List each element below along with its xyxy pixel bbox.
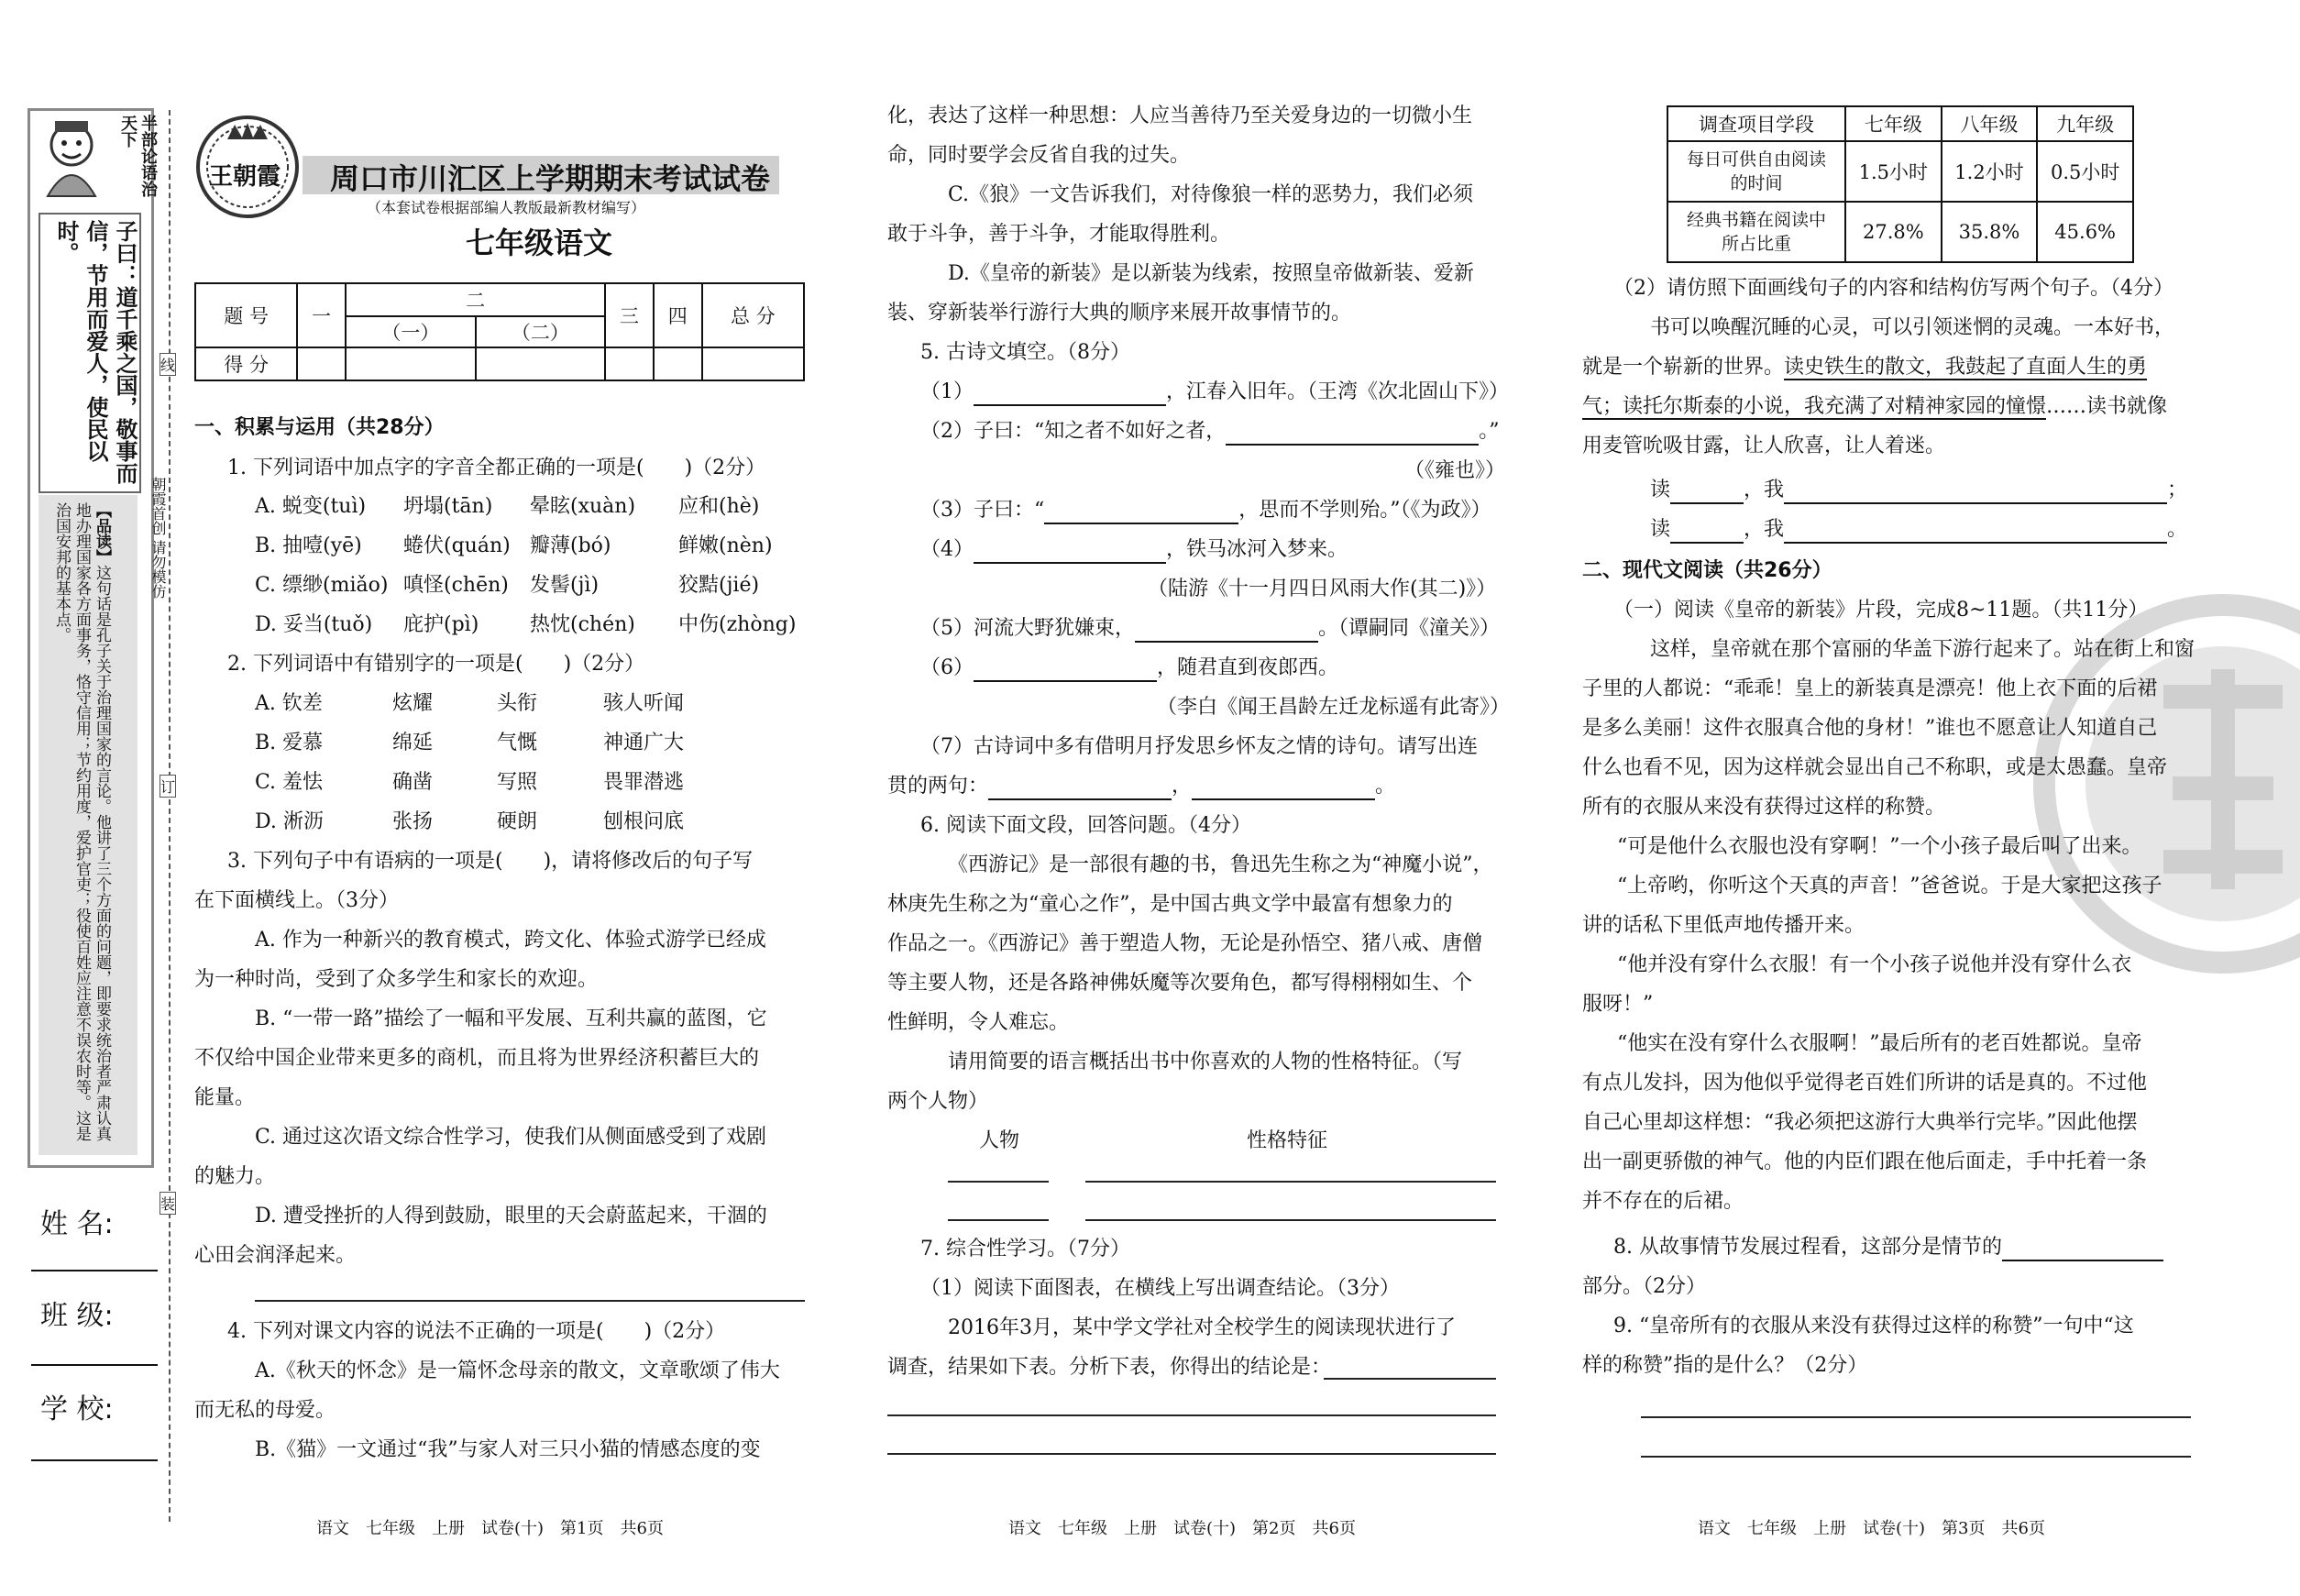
q3-a1: A. 作为一种新兴的教育模式，跨文化、体验式游学已经成	[255, 929, 766, 952]
story-s2: 子里的人都说：“乖乖！皇上的新装真是漂亮！他上衣下面的后裙	[1582, 677, 2158, 700]
imit-wo-1: ，我	[1744, 479, 1785, 501]
q7-desc1: 2016年3月，某中学文学社对全校学生的阅读现状进行了	[948, 1316, 1456, 1339]
q6-r2: 林庚先生称之为“童心之作”，是中国古典文学中最富有想象力的	[887, 893, 1453, 916]
c2-l4: 敢于斗争，善于斗争，才能取得胜利。	[887, 223, 1231, 246]
q1-opt-d3: 热忱(chén)	[530, 613, 635, 636]
survey-row-label: 每日可供自由阅读的时间	[1667, 141, 1845, 202]
q8-cont: 部分。（2分）	[1582, 1275, 1706, 1298]
survey-table	[1667, 105, 2134, 263]
fold-line	[169, 110, 171, 1522]
q2-opt-a4: 骇人听闻	[603, 692, 685, 715]
q5-6-source: （李白《闻王昌龄左迁龙标遥有此寄》）	[1157, 696, 1511, 719]
q3-cont: 在下面横线上。（3分）	[194, 889, 399, 912]
school-field[interactable]	[31, 1459, 158, 1461]
q2-opt-b4: 神通广大	[603, 732, 685, 754]
survey-head-g9: 九年级	[2037, 106, 2133, 141]
survey-cell: 0.5小时	[2037, 141, 2133, 202]
q6: 6. 阅读下面文段，回答问题。（4分）	[920, 814, 1251, 837]
quote-main: 子曰：道千乘之国，敬事而信，节用而爱人，使民以时。	[53, 220, 138, 484]
score-row-label: 得 分	[195, 347, 297, 380]
survey-cell: 1.5小时	[1845, 141, 1942, 202]
score-head-1: 一	[297, 283, 346, 347]
section-1-heading: 一、积累与运用（共28分）	[194, 416, 445, 439]
q5-2-end: 。”	[1479, 420, 1500, 443]
q7-desc2: 调查，结果如下表。分析下表，你得出的结论是：	[887, 1356, 1332, 1379]
q3: 3. 下列句子中有语病的一项是( )，请将修改后的句子写	[227, 850, 754, 873]
q5-7b: 贯的两句： ， 。	[887, 773, 1395, 800]
q5-7: （7）古诗词中多有借明月抒发思乡怀友之情的诗句。请写出连	[920, 735, 1478, 758]
motto-small: 半部论语治天下	[118, 115, 158, 197]
q6-col-trait: 性格特征	[1247, 1129, 1328, 1152]
imitation-blank-2b[interactable]	[1784, 522, 2167, 544]
q8	[1613, 1234, 2163, 1261]
score-head-3: 三	[605, 283, 654, 347]
score-head-2: 二	[346, 283, 605, 316]
q1-opt-d1: D. 妥当(tuǒ)	[255, 613, 373, 636]
q5-6-blank[interactable]	[974, 660, 1157, 682]
q3-b3: 能量。	[194, 1086, 256, 1109]
q5-7b-text: 贯的两句：	[887, 775, 989, 798]
score-cell[interactable]	[605, 347, 654, 380]
part1-heading: （一）阅读《皇帝的新装》片段，完成8~11题。（共11分）	[1613, 599, 2149, 622]
c3-t1: 书可以唤醒沉睡的心灵，可以引领迷惘的灵魂。一本好书，	[1650, 316, 2175, 339]
q4-a2: 而无私的母爱。	[194, 1399, 336, 1422]
q4-a1: A.《秋天的怀念》是一篇怀念母亲的散文，文章歌颂了伟大	[255, 1359, 780, 1382]
class-field[interactable]	[31, 1364, 158, 1366]
c2-l1: 化，表达了这样一种思想：人应当善待乃至关爱身边的一切微小生	[887, 105, 1473, 127]
q5-6	[920, 655, 1338, 682]
imit-dot: 。	[2167, 518, 2188, 541]
q9-cont: 样的称赞”指的是什么？（2分）	[1582, 1354, 1868, 1377]
score-cell[interactable]	[297, 347, 346, 380]
pindu-text	[51, 502, 112, 1144]
q1-opt-c4: 狡黠(jié)	[678, 574, 760, 597]
q1-opt-a4: 应和(hè)	[678, 495, 760, 518]
score-sub-1: （一）	[346, 316, 476, 347]
q8-blank[interactable]	[2002, 1239, 2163, 1261]
q1-opt-d4: 中伤(zhòng)	[678, 613, 797, 636]
survey-row-label: 经典书籍在阅读中所占比重	[1667, 202, 1845, 262]
survey-head-g8: 八年级	[1942, 106, 2038, 141]
q5-5	[920, 615, 1500, 643]
q2-opt-c1: C. 羞怯	[255, 771, 324, 794]
q6-col-person: 人物	[979, 1129, 1020, 1152]
q5-2-source: （《雍也》）	[1404, 459, 1506, 482]
exam-title: 周口市川汇区上学期期末考试试卷	[330, 161, 771, 196]
c3-t2b: 读史铁生的散文，我鼓起了直面人生的勇	[1784, 356, 2148, 379]
q7-2: （2）请仿照下面画线句子的内容和结构仿写两个句子。（4分）	[1613, 277, 2173, 300]
survey-head-g7: 七年级	[1845, 106, 1942, 141]
c3-t4: 用麦管吮吸甘露，让人欣喜，让人着迷。	[1582, 435, 1946, 457]
logo-text: 王朝霞	[209, 163, 281, 191]
q5-2-text: （2）子曰：“知之者不如好之者，	[920, 420, 1227, 443]
footer-page-2: 语文 七年级 上册 试卷(十) 第2页 共6页	[1008, 1519, 1356, 1538]
pindu-body: 这句话是孔子关于治理国家的言论。他讲了三个方面的问题，即要求统治者严肃认真地办理国家各方面事务，恪守信用；节约用度，爱护官吏；役使百姓应注意不误农时等。这是治国安邦的基本点。	[52, 502, 111, 1141]
q7-answer-line-2[interactable]	[887, 1453, 1496, 1455]
q1-opt-b3: 瓣薄(bó)	[530, 534, 611, 557]
q5-5-end: 。（谭嗣同《潼关》）	[1318, 617, 1501, 640]
q2-opt-a2: 炫耀	[392, 692, 434, 715]
q2-opt-b3: 气慨	[497, 732, 538, 754]
q3-c1: C. 通过这次语文综合性学习，使我们从侧面感受到了戏剧	[255, 1126, 767, 1149]
story-s12: 有点儿发抖，因为他似乎觉得老百姓们所讲的话是真的。不过他	[1582, 1072, 2148, 1095]
confucius-avatar	[35, 117, 108, 202]
imitation-blank-1b[interactable]	[1784, 482, 2167, 504]
fold-mark-1: 线	[160, 353, 176, 376]
footer-page-3: 语文 七年级 上册 试卷(十) 第3页 共6页	[1698, 1519, 2045, 1538]
q7-answer-line-1[interactable]	[887, 1414, 1496, 1416]
q5-5-blank[interactable]	[1135, 621, 1318, 643]
q1-opt-a1: A. 蜕变(tuì)	[255, 495, 367, 518]
survey-cell: 1.2小时	[1942, 141, 2038, 202]
q2-opt-b2: 绵延	[392, 732, 434, 754]
story-s3: 是多么美丽！这件衣服真合他的身材！”谁也不愿意让人知道自己	[1582, 717, 2158, 740]
q1-opt-c2: 嗔怪(chēn)	[403, 574, 509, 597]
q2-opt-c4: 畏罪潜逃	[603, 771, 685, 794]
footer-page-1: 语文 七年级 上册 试卷(十) 第1页 共6页	[316, 1519, 664, 1538]
c3-t2a: 就是一个崭新的世界。	[1582, 356, 1785, 379]
score-head-num: 题 号	[195, 283, 297, 347]
q5-1-num: （1）	[920, 380, 974, 403]
q3-answer-line[interactable]	[255, 1300, 805, 1302]
q5-2	[920, 418, 1500, 446]
story-s15: 并不存在的后裙。	[1582, 1190, 1744, 1213]
exam-note: （本套试卷根据部编人教版最新教材编写）	[367, 199, 646, 216]
c3-t3b: ……读书就像	[2046, 395, 2168, 418]
q6-r3: 作品之一。《西游记》善于塑造人物，无论是孙悟空、猪八戒、唐僧	[887, 932, 1483, 955]
imitation-blank-2a[interactable]	[1670, 522, 1744, 544]
q5-3	[920, 497, 1491, 524]
q1-opt-d2: 庇护(pì)	[403, 613, 479, 636]
q6-answer-person-1[interactable]	[948, 1181, 1049, 1183]
q5-1-text: ，江春入旧年。（王湾《次北固山下》）	[1166, 380, 1510, 403]
q6-r6: 请用简要的语言概括出书中你喜欢的人物的性格特征。（写	[948, 1051, 1463, 1073]
q2-opt-b1: B. 爱慕	[255, 732, 324, 754]
imit-du-1: 读	[1650, 479, 1671, 501]
q3-b2: 不仅给中国企业带来更多的商机，而且将为世界经济积蓄巨大的	[194, 1047, 760, 1070]
q8-text: 8. 从故事情节发展过程看，这部分是情节的	[1613, 1236, 2002, 1259]
imit-semi: ；	[2167, 479, 2188, 501]
q1-opt-b4: 鲜嫩(nèn)	[678, 534, 773, 557]
q5-4	[920, 536, 1348, 564]
story-s6: “可是他什么衣服也没有穿啊！”一个小孩子最后叫了出来。	[1617, 835, 2142, 858]
survey-head-item: 调查项目学段	[1667, 106, 1845, 141]
school-label: 学 校:	[40, 1393, 114, 1425]
q6-answer-person-2[interactable]	[948, 1219, 1049, 1221]
q9: 9. “皇帝所有的衣服从来没有获得过这样的称赞”一句中“这	[1613, 1315, 2134, 1337]
class-label: 班 级:	[40, 1300, 114, 1332]
story-s9: “他并没有穿什么衣服！有一个小孩子说他并没有穿什么衣	[1617, 953, 2132, 976]
q3-d1: D. 遭受挫折的人得到鼓励，眼里的天会蔚蓝起来，干涸的	[255, 1205, 767, 1227]
score-cell[interactable]	[346, 347, 476, 380]
story-s10: 服呀！”	[1582, 993, 1654, 1016]
q5-4-blank[interactable]	[974, 542, 1166, 564]
q3-d2: 心田会润泽起来。	[194, 1244, 357, 1267]
fold-mark-3: 装	[160, 1192, 176, 1215]
score-cell[interactable]	[702, 347, 804, 380]
q5-3-text: （3）子曰：“	[920, 499, 1045, 522]
q1-opt-a2: 坍塌(tān)	[403, 495, 493, 518]
score-cell[interactable]	[654, 347, 702, 380]
name-field[interactable]	[31, 1270, 158, 1271]
story-s13: 自己心里却这样想：“我必须把这游行大典举行完毕。”因此他摆	[1582, 1111, 2138, 1134]
imitation-2	[1650, 516, 2187, 544]
q6-r4: 等主要人物，还是各路神佛妖魔等次要角色，都写得栩栩如生、个	[887, 972, 1473, 995]
q5-7-blank2[interactable]	[1192, 778, 1375, 800]
q5-1-blank[interactable]	[974, 384, 1166, 406]
survey-cell: 45.6%	[2037, 202, 2133, 262]
score-table	[194, 282, 805, 381]
imit-wo-2: ，我	[1744, 518, 1785, 541]
survey-cell: 35.8%	[1942, 202, 2038, 262]
q5-2-blank[interactable]	[1226, 424, 1479, 446]
q6-answer-trait-2[interactable]	[1085, 1219, 1496, 1221]
c2-l5: D.《皇帝的新装》是以新装为线索，按照皇帝做新装、爱新	[948, 262, 1474, 285]
q9-answer-line-2[interactable]	[1641, 1456, 2191, 1458]
q2-opt-d2: 张扬	[392, 810, 434, 833]
story-s1: 这样，皇帝就在那个富丽的华盖下游行起来了。站在街上和窗	[1650, 638, 2195, 661]
story-s14: 出一副更骄傲的神气。他的内臣们跟在他后面走，手中托着一条	[1582, 1150, 2148, 1173]
story-s8: 讲的话私下里低声地传播开来。	[1582, 914, 1865, 937]
q2-opt-a3: 头衔	[497, 692, 538, 715]
q7: 7. 综合性学习。（7分）	[920, 1238, 1130, 1260]
story-s4: 什么也看不见，因为这样就会显出自己不称职，或是太愚蠢。皇帝	[1582, 756, 2168, 779]
q2-opt-d3: 硬朗	[497, 810, 538, 833]
q5-3-end: ，思而不学则殆。”（《为政》）	[1238, 499, 1491, 522]
story-s5: 所有的衣服从来没有获得过这样的称赞。	[1582, 796, 1946, 819]
q5-7-blank1[interactable]	[988, 778, 1172, 800]
c2-l2: 命，同时要学会反省自我的过失。	[887, 144, 1191, 167]
q1-opt-c3: 发髻(jì)	[530, 574, 600, 597]
q9-answer-line-1[interactable]	[1641, 1416, 2191, 1418]
pindu-title: 【品读】	[93, 502, 111, 565]
q5-4-text: ，铁马冰河入梦来。	[1166, 538, 1348, 561]
q6-r5: 性鲜明，令人难忘。	[887, 1011, 1070, 1034]
q5-5-text: （5）河流大野犹嫌束，	[920, 617, 1135, 640]
q6-answer-trait-1[interactable]	[1085, 1181, 1496, 1183]
q5-6-text: ，随君直到夜郎西。	[1157, 656, 1339, 679]
c3-t3a: 气；读托尔斯泰的小说，我充满了对精神家园的憧憬	[1582, 395, 2047, 418]
q2: 2. 下列词语中有错别字的一项是( )（2分）	[227, 653, 645, 676]
q3-b1: B. “一带一路”描绘了一幅和平发展、互利共赢的蓝图，它	[255, 1007, 767, 1030]
q5: 5. 古诗文填空。（8分）	[920, 341, 1130, 364]
imitation-blank-1a[interactable]	[1670, 482, 1744, 504]
q2-opt-c3: 写照	[497, 771, 538, 794]
story-s11: “他实在没有穿什么衣服啊！”最后所有的老百姓都说。皇帝	[1617, 1032, 2142, 1055]
q4-b1: B.《猫》一文通过“我”与家人对三只小猫的情感态度的变	[255, 1438, 761, 1461]
q5-4-source: （陆游《十一月四日风雨大作(其二)》）	[1148, 578, 1497, 600]
q1-opt-a3: 晕眩(xuàn)	[530, 495, 636, 518]
c3-t3	[1582, 393, 2167, 421]
subject-title: 七年级语文	[466, 226, 613, 260]
q5-1	[920, 379, 1509, 406]
motto2: 朝霞首创 请勿模仿	[149, 477, 167, 600]
q1-opt-b1: B. 抽噎(yē)	[255, 534, 362, 557]
c3-t2	[1582, 354, 2147, 381]
section-2-heading: 二、现代文阅读（共26分）	[1582, 559, 1832, 582]
c2-l6: 装、穿新装举行游行大典的顺序来展开故事情节的。	[887, 302, 1352, 325]
fold-mark-2: 订	[160, 775, 176, 798]
score-head-total: 总 分	[702, 283, 804, 347]
c2-l3: C.《狼》一文告诉我们，对待像狼一样的恶势力，我们必须	[948, 183, 1474, 206]
survey-cell: 27.8%	[1845, 202, 1942, 262]
score-sub-2: （二）	[476, 316, 606, 347]
q2-opt-d4: 刨根问底	[603, 810, 685, 833]
score-cell[interactable]	[476, 347, 606, 380]
q2-opt-d1: D. 淅沥	[255, 810, 324, 833]
q3-a2: 为一种时尚，受到了众多学生和家长的欢迎。	[194, 968, 599, 991]
q7-1: （1）阅读下面图表，在横线上写出调查结论。（3分）	[920, 1277, 1400, 1300]
q5-4-num: （4）	[920, 538, 974, 561]
story-s7: “上帝哟，你听这个天真的声音！”爸爸说。于是大家把这孩子	[1617, 875, 2162, 897]
q6-r7: 两个人物）	[887, 1090, 989, 1113]
q1-opt-c1: C. 缥缈(miǎo)	[255, 574, 389, 597]
q4: 4. 下列对课文内容的说法不正确的一项是( )（2分）	[227, 1320, 726, 1343]
q7-answer-line-0[interactable]	[1324, 1378, 1496, 1380]
score-head-4: 四	[654, 283, 702, 347]
q1-opt-b2: 蜷伏(quán)	[403, 534, 511, 557]
q2-opt-a1: A. 钦差	[255, 692, 323, 715]
imitation-1	[1650, 477, 2187, 504]
imit-du-2: 读	[1650, 518, 1671, 541]
q3-c2: 的魅力。	[194, 1165, 276, 1188]
q1: 1. 下列词语中加点字的字音全都正确的一项是( )（2分）	[227, 457, 766, 479]
q5-6-num: （6）	[920, 656, 974, 679]
q2-opt-c2: 确凿	[392, 771, 434, 794]
name-label: 姓 名:	[40, 1208, 114, 1240]
q5-3-blank[interactable]	[1044, 502, 1238, 524]
q6-r1: 《西游记》是一部很有趣的书，鲁迅先生称之为“神魔小说”，	[948, 853, 1493, 876]
